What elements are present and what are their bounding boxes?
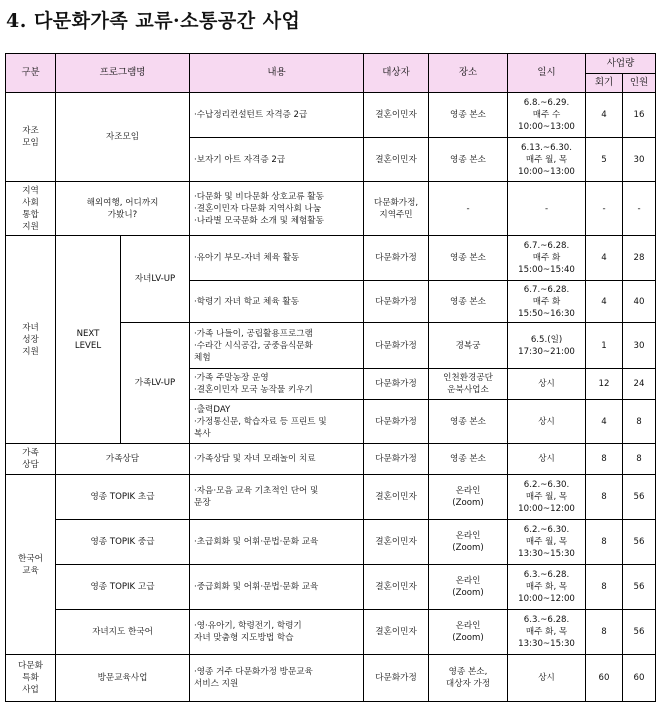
table-row <box>6 565 656 610</box>
schedule-cell: 상시 <box>508 400 586 444</box>
people-cell: 30 <box>623 323 656 369</box>
content-cell: ·출력DAY ·가정통신문, 학습자료 등 프린트 및 복사 <box>190 400 364 444</box>
target-cell: 결혼이민자 <box>364 93 429 138</box>
target-cell: 다문화가정 <box>364 281 429 323</box>
program-name: 영종 TOPIK 고급 <box>56 565 190 610</box>
place-cell: 영종 본소 <box>429 93 508 138</box>
schedule-cell: 6.7.~6.28. 매주 화 15:00~15:40 <box>508 236 586 281</box>
program-name: 자조모임 <box>56 93 190 182</box>
sessions-cell: 8 <box>586 520 623 565</box>
header-sessions: 회기 <box>586 74 623 93</box>
subprogram-family-lv: 가족LV-UP <box>121 323 190 444</box>
header-place: 장소 <box>429 54 508 93</box>
target-cell: 다문화가정 <box>364 369 429 400</box>
program-next-level: NEXT LEVEL <box>56 236 121 444</box>
header-target: 대상자 <box>364 54 429 93</box>
people-cell: 8 <box>623 400 656 444</box>
place-cell: 영종 본소 <box>429 236 508 281</box>
content-cell: ·학령기 자녀 학교 체육 활동 <box>190 281 364 323</box>
sessions-cell: 8 <box>586 444 623 475</box>
people-cell: 28 <box>623 236 656 281</box>
category-korean: 한국어 교육 <box>6 475 56 655</box>
place-cell: 온라인 (Zoom) <box>429 520 508 565</box>
sessions-cell: 60 <box>586 655 623 702</box>
program-table <box>5 53 656 702</box>
place-cell: 영종 본소 <box>429 400 508 444</box>
table-row <box>6 236 656 281</box>
header-volume: 사업량 <box>586 54 656 74</box>
place-cell: 경복궁 <box>429 323 508 369</box>
content-cell: ·수납정리컨설턴트 자격증 2급 <box>190 93 364 138</box>
people-cell: 56 <box>623 475 656 520</box>
target-cell: 다문화가정 <box>364 444 429 475</box>
schedule-cell: 6.2.~6.30. 매주 월, 목 13:30~15:30 <box>508 520 586 565</box>
category-growth: 자녀 성장 지원 <box>6 236 56 444</box>
table-row <box>6 655 656 702</box>
sessions-cell: 4 <box>586 93 623 138</box>
content-cell: ·영종 거주 다문화가정 방문교육 서비스 지원 <box>190 655 364 702</box>
schedule-cell: 6.5.(일) 17:30~21:00 <box>508 323 586 369</box>
place-cell: 온라인 (Zoom) <box>429 475 508 520</box>
schedule-cell: 6.7.~6.28. 매주 화 15:50~16:30 <box>508 281 586 323</box>
place-cell: 영종 본소 <box>429 444 508 475</box>
content-cell: ·가족상담 및 자녀 모래놀이 치료 <box>190 444 364 475</box>
table-row <box>6 182 656 236</box>
target-cell: 결혼이민자 <box>364 138 429 182</box>
header-people: 인원 <box>623 74 656 93</box>
program-name: 방문교육사업 <box>56 655 190 702</box>
page-title: 4. 다문화가족 교류·소통공간 사업 <box>6 10 301 32</box>
schedule-cell: 상시 <box>508 369 586 400</box>
sessions-cell: 8 <box>586 565 623 610</box>
people-cell: 16 <box>623 93 656 138</box>
content-cell: ·영·유아기, 학령전기, 학령기 자녀 맞춤형 지도방법 학습 <box>190 610 364 655</box>
sessions-cell: 4 <box>586 400 623 444</box>
content-cell: ·초급회화 및 어휘·문법·문화 교육 <box>190 520 364 565</box>
place-cell: 인천환경공단 운북사업소 <box>429 369 508 400</box>
header-program: 프로그램명 <box>56 54 190 93</box>
header-content: 내용 <box>190 54 364 93</box>
table-row <box>6 93 656 138</box>
content-cell: ·유아기 부모-자녀 체육 활동 <box>190 236 364 281</box>
schedule-cell: 6.8.~6.29. 매주 수 10:00~13:00 <box>508 93 586 138</box>
table-row <box>6 475 656 520</box>
subprogram-child-lv: 자녀LV-UP <box>121 236 190 323</box>
place-cell: 온라인 (Zoom) <box>429 610 508 655</box>
people-cell: 60 <box>623 655 656 702</box>
schedule-cell: 상시 <box>508 655 586 702</box>
people-cell: 56 <box>623 520 656 565</box>
target-cell: 결혼이민자 <box>364 565 429 610</box>
sessions-cell: 12 <box>586 369 623 400</box>
program-name: 가족상담 <box>56 444 190 475</box>
place-cell: 온라인 (Zoom) <box>429 565 508 610</box>
target-cell: 다문화가정, 지역주민 <box>364 182 429 236</box>
program-name: 영종 TOPIK 중급 <box>56 520 190 565</box>
sessions-cell: 8 <box>586 475 623 520</box>
place-cell: 영종 본소 <box>429 138 508 182</box>
target-cell: 결혼이민자 <box>364 520 429 565</box>
people-cell: 56 <box>623 565 656 610</box>
place-cell: 영종 본소, 대상자 가정 <box>429 655 508 702</box>
people-cell: 40 <box>623 281 656 323</box>
program-name: 영종 TOPIK 초급 <box>56 475 190 520</box>
people-cell: 30 <box>623 138 656 182</box>
program-name: 해외여행, 어디까지 가봤니? <box>56 182 190 236</box>
content-cell: ·중급회화 및 어휘·문법·문화 교육 <box>190 565 364 610</box>
content-cell: ·가족 주말농장 운영 ·결혼이민자 모국 농작물 키우기 <box>190 369 364 400</box>
category-community: 지역 사회 통합 지원 <box>6 182 56 236</box>
header-schedule: 일시 <box>508 54 586 93</box>
schedule-cell: 상시 <box>508 444 586 475</box>
sessions-cell: 1 <box>586 323 623 369</box>
target-cell: 다문화가정 <box>364 236 429 281</box>
target-cell: 다문화가정 <box>364 323 429 369</box>
content-cell: ·가족 나들이, 공립활용프로그램 ·수라간 시식공감, 궁중음식문화 체험 <box>190 323 364 369</box>
schedule-cell: 6.3.~6.28. 매주 화, 목 13:30~15:30 <box>508 610 586 655</box>
header-category: 구분 <box>6 54 56 93</box>
schedule-cell: 6.3.~6.28. 매주 화, 목 10:00~12:00 <box>508 565 586 610</box>
people-cell: 56 <box>623 610 656 655</box>
content-cell: ·보자기 아트 자격증 2급 <box>190 138 364 182</box>
target-cell: 다문화가정 <box>364 400 429 444</box>
people-cell: - <box>623 182 656 236</box>
place-cell: 영종 본소 <box>429 281 508 323</box>
people-cell: 24 <box>623 369 656 400</box>
place-cell: - <box>429 182 508 236</box>
category-family-counsel: 가족 상담 <box>6 444 56 475</box>
content-cell: ·다문화 및 비다문화 상호교류 활동 ·결혼이민자 다문화 지역사회 나눔 ·나라별 모국문화 소개 및 체험활동 <box>190 182 364 236</box>
target-cell: 결혼이민자 <box>364 475 429 520</box>
schedule-cell: 6.13.~6.30. 매주 월, 목 10:00~13:00 <box>508 138 586 182</box>
target-cell: 다문화가정 <box>364 655 429 702</box>
target-cell: 결혼이민자 <box>364 610 429 655</box>
schedule-cell: 6.2.~6.30. 매주 월, 목 10:00~12:00 <box>508 475 586 520</box>
table-row <box>6 444 656 475</box>
table-row <box>6 610 656 655</box>
schedule-cell: - <box>508 182 586 236</box>
category-special: 다문화 특화 사업 <box>6 655 56 702</box>
sessions-cell: 4 <box>586 236 623 281</box>
category-self-help: 자조 모임 <box>6 93 56 182</box>
sessions-cell: 8 <box>586 610 623 655</box>
people-cell: 8 <box>623 444 656 475</box>
sessions-cell: - <box>586 182 623 236</box>
table-row <box>6 520 656 565</box>
sessions-cell: 4 <box>586 281 623 323</box>
sessions-cell: 5 <box>586 138 623 182</box>
content-cell: ·자음·모음 교육 기초적인 단어 및 문장 <box>190 475 364 520</box>
program-name: 자녀지도 한국어 <box>56 610 190 655</box>
